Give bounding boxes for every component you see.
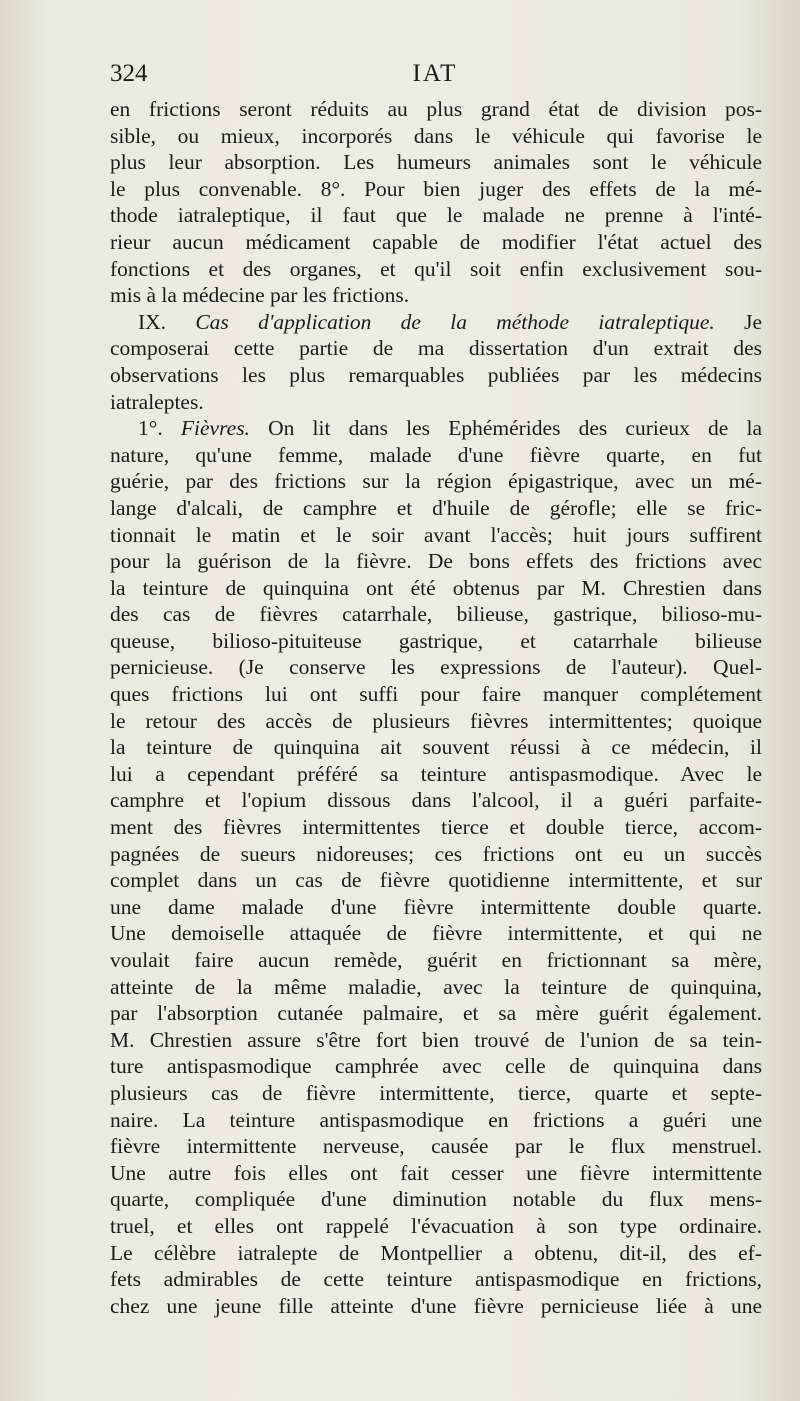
line-text: sible, ou mieux, incorporés dans le véhicule qui favorise le: [110, 123, 762, 148]
text-line: [110, 415, 762, 442]
text-line: [110, 442, 762, 469]
text-line: [110, 202, 762, 229]
text-line: [110, 628, 762, 655]
line-text: des cas de fièvres catarrhale, bilieuse, gastrique, bilioso-mu-: [110, 602, 762, 627]
text-line: [110, 548, 762, 575]
section-lead: IX.: [138, 309, 196, 334]
line-text: atteinte de la même maladie, avec la teinture de quinquina,: [110, 974, 762, 999]
text-line: [110, 601, 762, 628]
line-text: par l'absorption cutanée palmaire, et sa mère guérit également.: [110, 1001, 762, 1026]
line-text: fets admirables de cette teinture antispasmodique en frictions,: [110, 1267, 762, 1292]
text-line: [110, 787, 762, 814]
text-line: [110, 761, 762, 788]
text-line: [110, 1000, 762, 1027]
text-line: [110, 894, 762, 921]
text-line: [110, 1107, 762, 1134]
line-text: en frictions seront réduits au plus grand état de division pos-: [110, 97, 762, 121]
text-line: [110, 495, 762, 522]
line-text: lange d'alcali, de camphre et d'huile de gérofle; elle se fric-: [110, 495, 762, 520]
text-line: [110, 468, 762, 495]
line-text: mis à la médecine par les frictions.: [110, 283, 410, 308]
text-line: [110, 1266, 762, 1293]
section-lead: 1°.: [138, 416, 181, 441]
line-text: composerai cette partie de ma dissertation d'un extrait des: [110, 336, 762, 361]
text-line: [110, 1133, 762, 1160]
section-title: Cas d'application de la méthode iatraleptique.: [195, 309, 715, 334]
line-text: ques frictions lui ont suffi pour faire manquer complétement: [110, 682, 762, 707]
text-line: [110, 176, 762, 203]
line-text: ment des fièvres intermittentes tierce et double tierce, accom-: [110, 815, 762, 840]
line-text: rieur aucun médicament capable de modifier l'état actuel des: [110, 229, 762, 254]
line-text: iatraleptes.: [110, 389, 204, 414]
line-text: truel, et elles ont rappelé l'évacuation à son type ordinaire.: [110, 1213, 762, 1238]
body-text: [110, 96, 762, 1319]
line-text: plus leur absorption. Les humeurs animales sont le véhicule: [110, 150, 762, 175]
text-line: [110, 389, 762, 416]
text-line: [110, 681, 762, 708]
text-line: [110, 522, 762, 549]
text-line: [110, 814, 762, 841]
line-text: la teinture de quinquina ait souvent réussi à ce médecin, il: [110, 735, 762, 760]
text-line: [110, 1160, 762, 1187]
line-text: pour la guérison de la fièvre. De bons effets des frictions avec: [110, 549, 762, 574]
text-line: [110, 335, 762, 362]
line-text: voulait faire aucun remède, guérit en frictionnant sa mère,: [110, 948, 762, 972]
line-text: ture antispasmodique camphrée avec celle de quinquina dans: [110, 1054, 762, 1079]
text-line: [110, 362, 762, 389]
line-text: la teinture de quinquina ont été obtenus par M. Chrestien dans: [110, 575, 762, 600]
text-line: [110, 575, 762, 602]
line-text: nature, qu'une femme, malade d'une fièvre quarte, en fut: [110, 442, 762, 467]
line-text: naire. La teinture antispasmodique en frictions a guéri une: [110, 1107, 762, 1132]
text-line: [110, 654, 762, 681]
line-text: On lit dans les Ephémérides des curieux de la: [249, 416, 762, 441]
line-text: pernicieuse. (Je conserve les expressions de l'auteur). Quel-: [110, 655, 762, 680]
line-text: observations les plus remarquables publiées par les médecins: [110, 362, 762, 387]
text-line: [110, 867, 762, 894]
line-text: fonctions et des organes, et qu'il soit enfin exclusivement sou-: [110, 256, 762, 281]
line-text: fièvre intermittente nerveuse, causée par le flux menstruel.: [110, 1134, 762, 1159]
page-number: 324: [110, 60, 148, 87]
line-text: pagnées de sueurs nidoreuses; ces frictions ont eu un succès: [110, 841, 762, 866]
text-line: [110, 1213, 762, 1240]
text-line: [110, 1053, 762, 1080]
line-text: guérie, par des frictions sur la région épigastrique, avec un mé-: [110, 469, 762, 494]
section-title: Fièvres.: [180, 416, 250, 441]
text-line: [110, 708, 762, 735]
text-line: [110, 1186, 762, 1213]
line-text: quarte, compliquée d'une diminution notable du flux mens-: [110, 1187, 762, 1212]
text-line: [110, 974, 762, 1001]
text-line: [110, 149, 762, 176]
line-text: complet dans un cas de fièvre quotidienne intermittente, et sur: [110, 868, 762, 893]
text-line: [110, 841, 762, 868]
text-line: [110, 123, 762, 150]
line-text: Le célèbre iatralepte de Montpellier a obtenu, dit-il, des ef-: [110, 1240, 762, 1265]
text-line: [110, 229, 762, 256]
line-text: Je: [714, 309, 762, 334]
line-text: le retour des accès de plusieurs fièvres intermittentes; quoique: [110, 708, 762, 733]
line-text: Une demoiselle attaquée de fièvre intermittente, et qui ne: [110, 921, 762, 946]
line-text: M. Chrestien assure s'être fort bien trouvé de l'union de sa tein-: [110, 1027, 762, 1052]
line-text: tionnait le matin et le soir avant l'accès; huit jours suffirent: [110, 522, 762, 547]
text-line: [110, 1027, 762, 1054]
line-text: une dame malade d'une fièvre intermittente double quarte.: [110, 894, 762, 919]
line-text: le plus convenable. 8°. Pour bien juger des effets de la mé-: [110, 176, 762, 201]
text-line: [110, 947, 762, 974]
line-text: queuse, bilioso-pituiteuse gastrique, et catarrhale bilieuse: [110, 628, 762, 653]
text-line: [110, 256, 762, 283]
text-line: [110, 1240, 762, 1267]
text-line: [110, 309, 762, 336]
text-line: [110, 282, 762, 309]
line-text: thode iatraleptique, il faut que le malade ne prenne à l'inté-: [110, 203, 762, 228]
line-text: camphre et l'opium dissous dans l'alcool, il a guéri parfaite-: [110, 788, 762, 813]
line-text: Une autre fois elles ont fait cesser une fièvre intermittente: [110, 1160, 762, 1185]
line-text: chez une jeune fille atteinte d'une fièvre pernicieuse liée à une: [110, 1293, 762, 1318]
line-text: plusieurs cas de fièvre intermittente, tierce, quarte et septe-: [110, 1080, 762, 1105]
line-text: lui a cependant préféré sa teinture antispasmodique. Avec le: [110, 761, 762, 786]
text-line: [110, 96, 762, 123]
text-line: [110, 920, 762, 947]
text-line: [110, 734, 762, 761]
text-line: [110, 1293, 762, 1320]
text-line: [110, 1080, 762, 1107]
page-header: [110, 60, 760, 96]
running-head: IAT: [412, 60, 458, 87]
